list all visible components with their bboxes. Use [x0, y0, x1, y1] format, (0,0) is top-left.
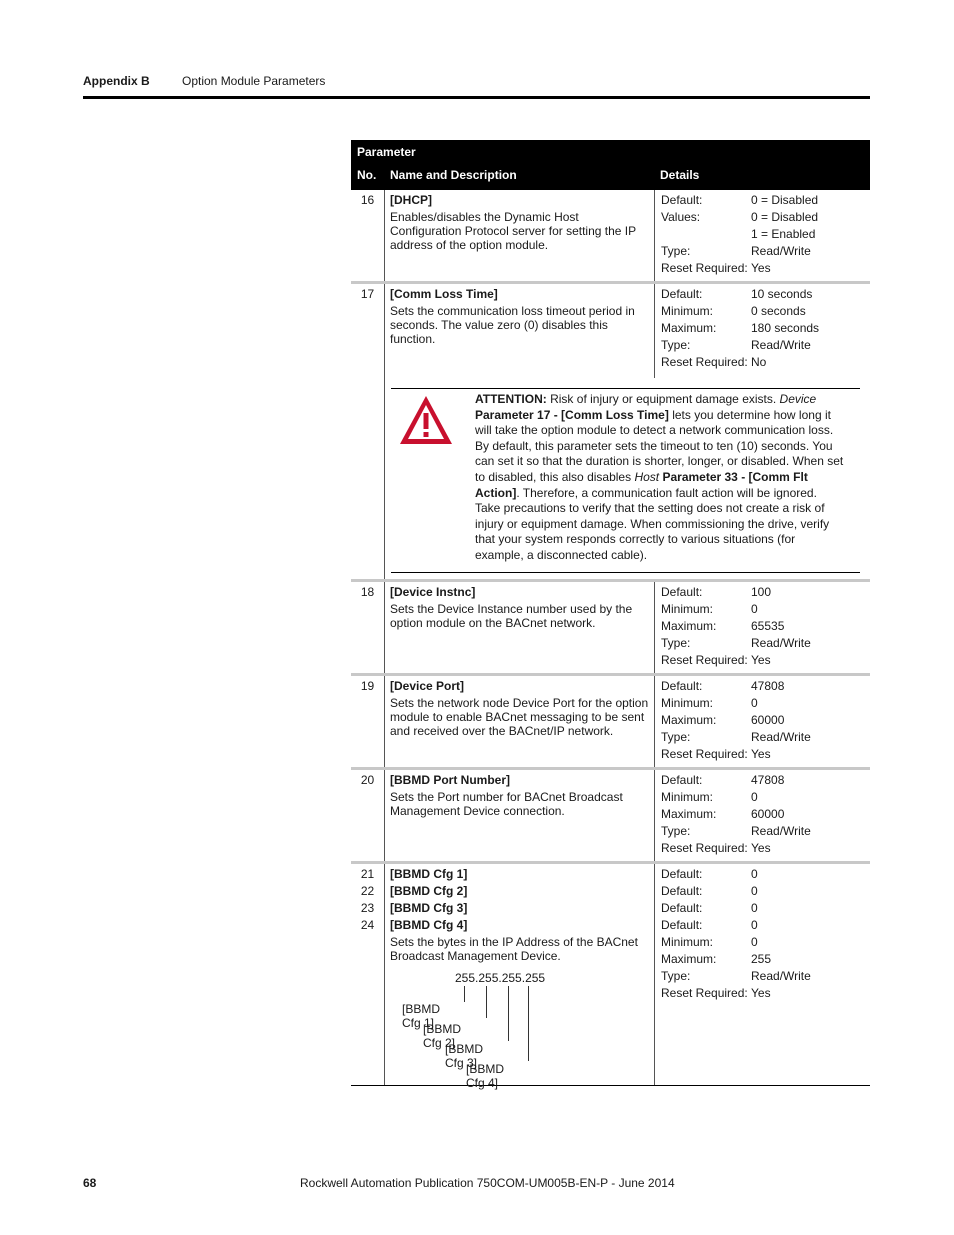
- detail-value: 65535: [751, 619, 785, 633]
- ip-byte-label: [BBMD Cfg 2]: [423, 1022, 462, 1050]
- details-cell: [654, 770, 869, 861]
- detail-value: 0: [751, 884, 758, 898]
- diagram-line: [508, 986, 509, 1041]
- details-cell: [654, 582, 869, 673]
- detail-key: Type:: [661, 969, 691, 983]
- detail-key: Minimum:: [661, 304, 714, 318]
- table-row: [351, 864, 870, 1090]
- detail-row: [655, 806, 869, 823]
- detail-row: [655, 584, 869, 601]
- detail-row: [655, 601, 869, 618]
- param-name: [Device Port]: [390, 679, 465, 693]
- detail-key: Reset Required:: [661, 355, 748, 369]
- detail-value: 0: [751, 901, 758, 915]
- param-description: Sets the communication loss timeout period in seconds. The value zero (0) disables this function.: [390, 304, 635, 346]
- detail-row: [655, 209, 869, 226]
- param-number-cell: [351, 190, 385, 281]
- detail-key: Type:: [661, 244, 691, 258]
- param-description: Sets the Device Instance number used by the option module on the BACnet network.: [390, 602, 633, 630]
- detail-value: Read/Write: [751, 338, 811, 352]
- param-name: [DHCP]: [390, 193, 432, 207]
- detail-value: 0: [751, 867, 758, 881]
- detail-value: 60000: [751, 807, 785, 821]
- detail-row: [655, 866, 869, 883]
- detail-row: [655, 320, 869, 337]
- param-number: 16: [360, 193, 375, 207]
- detail-value: 60000: [751, 713, 785, 727]
- detail-key: Default:: [661, 679, 703, 693]
- name-description-cell: [390, 772, 650, 818]
- detail-key: Reset Required:: [661, 841, 748, 855]
- detail-value: Read/Write: [751, 636, 811, 650]
- detail-key: Default:: [661, 287, 703, 301]
- detail-row: [655, 192, 869, 209]
- section-title: Option Module Parameters: [182, 74, 326, 88]
- detail-key: Type:: [661, 636, 691, 650]
- param-number-cell: [351, 284, 385, 579]
- param-number: 24: [360, 918, 375, 932]
- appendix-label: Appendix B: [83, 74, 150, 88]
- param-number-cell: [351, 676, 385, 767]
- detail-value: 0 = Disabled: [751, 210, 819, 224]
- param-number-cell: [351, 770, 385, 861]
- param-description: Enables/disables the Dynamic Host Configuration Protocol server for setting the IP address of the option module.: [390, 210, 636, 252]
- detail-key: Minimum:: [661, 790, 714, 804]
- table-row: [351, 582, 870, 676]
- detail-key: Type:: [661, 338, 691, 352]
- attention-lead: ATTENTION:: [475, 392, 547, 406]
- detail-row: [655, 260, 869, 277]
- detail-value: Yes: [751, 261, 771, 275]
- param-number: 19: [360, 679, 375, 693]
- detail-key: Default:: [661, 773, 703, 787]
- detail-row: [655, 951, 869, 968]
- detail-value: Read/Write: [751, 824, 811, 838]
- detail-row: [655, 917, 869, 934]
- header-no: No.: [357, 168, 377, 182]
- detail-row: [655, 840, 869, 857]
- param-number-cell: [351, 582, 385, 673]
- detail-key: Default:: [661, 867, 703, 881]
- table-header: [351, 140, 870, 190]
- param-description: Sets the bytes in the IP Address of the BACnet Broadcast Management Device.: [390, 935, 638, 963]
- detail-key: Reset Required:: [661, 653, 748, 667]
- table-row: [351, 284, 870, 582]
- detail-row: [655, 823, 869, 840]
- attention-text-part: Device: [779, 392, 817, 406]
- table-row: [351, 770, 870, 864]
- detail-key: Minimum:: [661, 602, 714, 616]
- param-number: 21: [360, 867, 375, 881]
- detail-row: [655, 337, 869, 354]
- attention-text-part: lets you determine how long it will take the option module to detect a network communication loss. By default, this parameter sets the timeout to ten (10) seconds. You can set it so that the duration is shorter, longer, or disabled. When set to disabled, this also disables: [475, 407, 844, 484]
- detail-value: 1 = Enabled: [751, 227, 816, 241]
- details-cell: [654, 676, 869, 767]
- header-details: Details: [660, 168, 700, 182]
- detail-row: [655, 900, 869, 917]
- detail-key: Default:: [661, 884, 703, 898]
- detail-row: [655, 985, 869, 1002]
- ip-byte-label: [BBMD Cfg 4]: [466, 1062, 505, 1090]
- detail-value: 0: [751, 935, 758, 949]
- diagram-line: [486, 986, 487, 1018]
- detail-row: [655, 883, 869, 900]
- detail-value: 0: [751, 918, 758, 932]
- publication-info: Rockwell Automation Publication 750COM-UM005B-EN-P - June 2014: [300, 1176, 675, 1190]
- detail-row: [655, 934, 869, 951]
- detail-row: [655, 286, 869, 303]
- name-description-cell: [390, 866, 650, 963]
- details-cell: [654, 864, 869, 1085]
- detail-key: Reset Required:: [661, 986, 748, 1000]
- param-description: Sets the Port number for BACnet Broadcast Management Device connection.: [390, 790, 623, 818]
- detail-row: [655, 729, 869, 746]
- detail-key: Maximum:: [661, 952, 717, 966]
- detail-value: Yes: [751, 986, 771, 1000]
- attention-parameter-ref: Parameter 33 - [Comm Flt Action]: [475, 469, 808, 500]
- warning-triangle-icon: [397, 393, 455, 447]
- detail-row: [655, 243, 869, 260]
- attention-parameter-ref: Parameter 17 - [Comm Loss Time]: [475, 407, 669, 422]
- detail-key: Type:: [661, 730, 691, 744]
- detail-key: Maximum:: [661, 619, 717, 633]
- param-number: 17: [360, 287, 375, 301]
- detail-value: 0: [751, 602, 758, 616]
- detail-row: [655, 678, 869, 695]
- detail-key: Minimum:: [661, 696, 714, 710]
- ip-byte-label: [BBMD Cfg 3]: [445, 1042, 484, 1070]
- name-description-cell: [390, 192, 650, 252]
- detail-row: [655, 618, 869, 635]
- detail-value: Yes: [751, 653, 771, 667]
- detail-value: Read/Write: [751, 730, 811, 744]
- page-number: 68: [83, 1176, 97, 1190]
- detail-key: Values:: [661, 210, 701, 224]
- param-name: [Device Instnc]: [390, 585, 476, 599]
- param-name: [BBMD Cfg 3]: [390, 901, 468, 915]
- detail-value: Read/Write: [751, 969, 811, 983]
- detail-key: Maximum:: [661, 321, 717, 335]
- attention-text-part: Risk of injury or equipment damage exists.: [546, 392, 780, 406]
- detail-key: Reset Required:: [661, 261, 748, 275]
- attention-box: [391, 388, 860, 573]
- name-description-cell: [390, 286, 650, 346]
- param-number-cell: [351, 864, 385, 1085]
- detail-value: 47808: [751, 679, 785, 693]
- diagram-line: [464, 986, 465, 1002]
- attention-text-part: . Therefore, a communication fault action will be ignored. Take precautions to verify that the setting does not create a risk of injury or equipment damage. When commissioning the drive, verify that your system responds correctly to various situations (for example, a disconnected cable).: [475, 485, 830, 562]
- param-number: 20: [360, 773, 375, 787]
- detail-row: [655, 746, 869, 763]
- detail-row: [655, 303, 869, 320]
- name-description-cell: [390, 584, 650, 630]
- detail-key: Default:: [661, 918, 703, 932]
- detail-row: [655, 789, 869, 806]
- detail-value: 255: [751, 952, 772, 966]
- detail-row: [655, 652, 869, 669]
- detail-value: 10 seconds: [751, 287, 813, 301]
- detail-row: [655, 226, 869, 243]
- detail-value: Yes: [751, 841, 771, 855]
- detail-key: Default:: [661, 193, 703, 207]
- detail-row: [655, 635, 869, 652]
- details-cell: [654, 284, 869, 378]
- detail-value: 100: [751, 585, 772, 599]
- detail-row: [655, 772, 869, 789]
- attention-text-part: Host: [634, 469, 660, 484]
- param-number: 22: [360, 884, 375, 898]
- detail-key: Maximum:: [661, 713, 717, 727]
- name-description-cell: [390, 678, 650, 738]
- detail-value: No: [751, 355, 767, 369]
- detail-value: 0: [751, 790, 758, 804]
- detail-row: [655, 695, 869, 712]
- detail-value: 180 seconds: [751, 321, 820, 335]
- ip-address-example: 255.255.255.255: [455, 971, 546, 985]
- detail-value: 0 seconds: [751, 304, 806, 318]
- details-cell: [654, 190, 869, 281]
- table-row: [351, 190, 870, 284]
- detail-key: Default:: [661, 901, 703, 915]
- detail-value: Read/Write: [751, 244, 811, 258]
- param-description: Sets the network node Device Port for the option module to enable BACnet messaging to be sent and received over the BACnet/IP network.: [390, 696, 649, 738]
- ip-byte-label: [BBMD Cfg 1]: [402, 1002, 441, 1030]
- detail-key: Default:: [661, 585, 703, 599]
- param-name: [Comm Loss Time]: [390, 287, 498, 301]
- detail-value: 0: [751, 696, 758, 710]
- detail-key: Type:: [661, 824, 691, 838]
- detail-value: 0 = Disabled: [751, 193, 819, 207]
- detail-key: Minimum:: [661, 935, 714, 949]
- param-name: [BBMD Cfg 4]: [390, 918, 468, 932]
- detail-value: Yes: [751, 747, 771, 761]
- param-number: 23: [360, 901, 375, 915]
- detail-key: Reset Required:: [661, 747, 748, 761]
- diagram-line: [528, 986, 529, 1061]
- detail-row: [655, 354, 869, 371]
- header-name-description: Name and Description: [390, 168, 517, 182]
- param-name: [BBMD Port Number]: [390, 773, 510, 787]
- parameter-table: [351, 140, 870, 1090]
- param-name: [BBMD Cfg 1]: [390, 867, 468, 881]
- header-rule: [83, 96, 870, 99]
- param-number: 18: [360, 585, 375, 599]
- detail-key: Maximum:: [661, 807, 717, 821]
- attention-text: [475, 392, 845, 564]
- param-name: [BBMD Cfg 2]: [390, 884, 468, 898]
- detail-row: [655, 968, 869, 985]
- header-parameter: Parameter: [357, 145, 416, 159]
- detail-row: [655, 712, 869, 729]
- detail-value: 47808: [751, 773, 785, 787]
- table-row: [351, 676, 870, 770]
